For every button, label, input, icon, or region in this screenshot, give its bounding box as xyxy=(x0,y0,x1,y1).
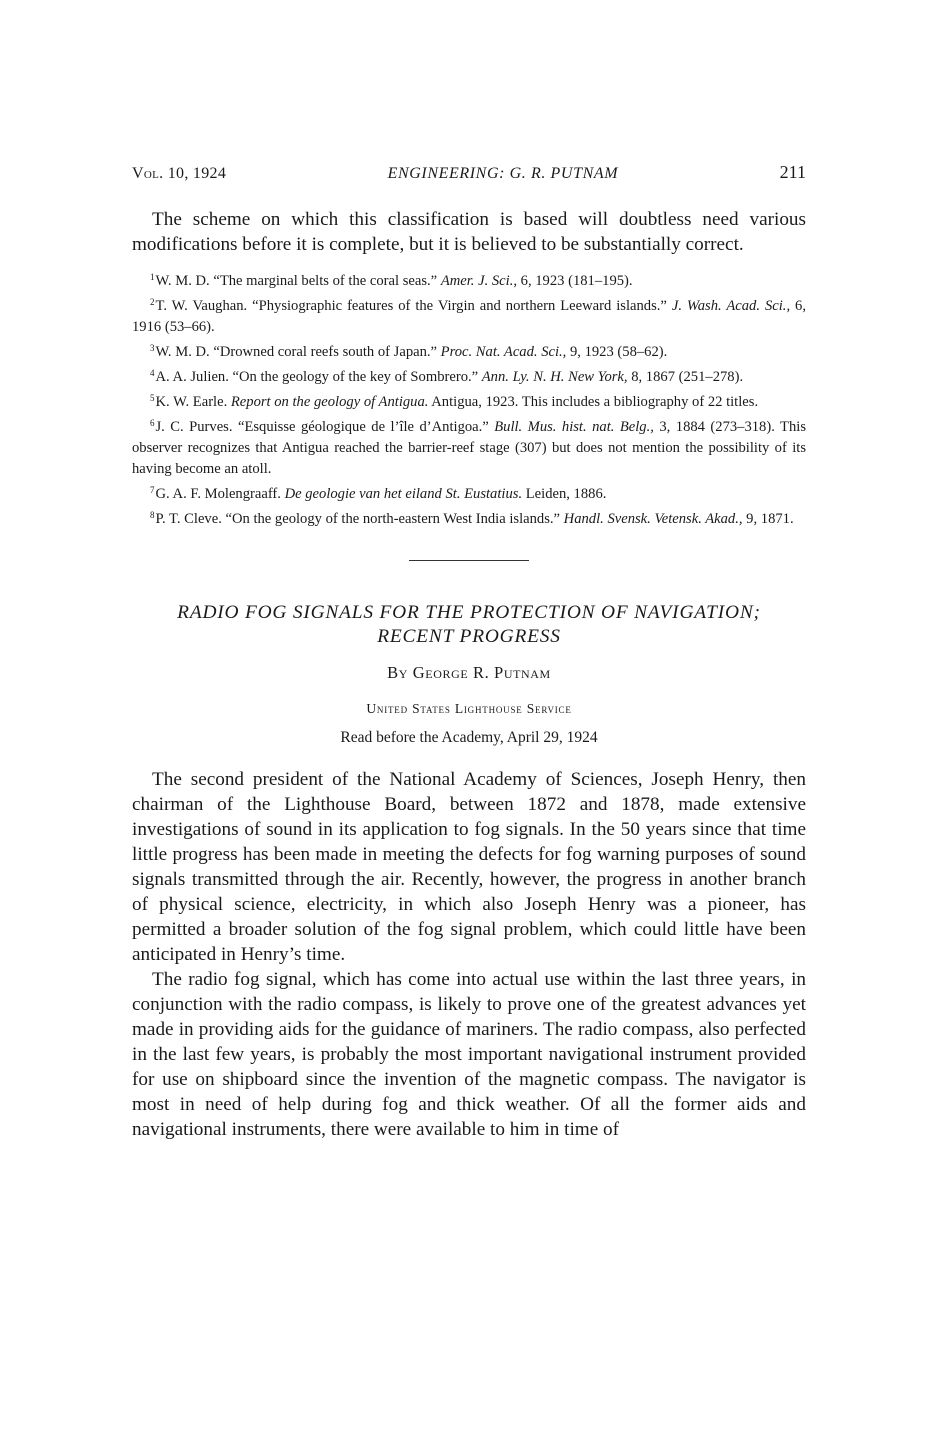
citation-source: Amer. J. Sci., xyxy=(440,273,518,289)
footnote-number: 4 xyxy=(150,368,155,378)
footnote xyxy=(132,480,806,505)
running-title: ENGINEERING: G. R. PUTNAM xyxy=(387,165,619,182)
footnote-number: 6 xyxy=(150,418,155,428)
footnote xyxy=(132,338,806,363)
page-number: 211 xyxy=(779,162,806,182)
intro-paragraph: The scheme on which this classification is based will doubtless need various modifications before it is complete, but it is believed to be substantially correct. xyxy=(132,209,806,255)
footnote-text: Antigua, 1923. This includes a bibliography of 22 titles. xyxy=(428,394,759,410)
footnote-text: T. W. Vaughan. “Physiographic features of the Virgin and northern Leeward islands.” xyxy=(155,298,672,314)
volume-label: Vol. 10, 1924 xyxy=(132,165,227,182)
article-body xyxy=(132,767,806,1142)
footnote-text: 6, 1923 (181–195). xyxy=(517,273,633,289)
footnote xyxy=(132,292,806,338)
footnote xyxy=(132,413,806,480)
journal-page xyxy=(132,162,806,1142)
citation-source: J. Wash. Acad. Sci., xyxy=(671,298,791,314)
footnotes-list xyxy=(132,267,806,530)
footnote xyxy=(132,267,806,292)
footnote-text: Leiden, 1886. xyxy=(522,486,607,502)
footnote-text: J. C. Purves. “Esquisse géologique de l’île d’Antigoa.” xyxy=(155,419,495,435)
footnote-number: 1 xyxy=(150,272,155,282)
author-affiliation: United States Lighthouse Service xyxy=(366,701,572,716)
citation-source: Bull. Mus. hist. nat. Belg., xyxy=(494,419,654,435)
footnote-text: 9, 1923 (58–62). xyxy=(566,344,668,360)
footnote-text: 8, 1867 (251–278). xyxy=(627,369,744,385)
footnote-number: 7 xyxy=(150,485,155,495)
footnote xyxy=(132,505,806,530)
footnote-text: 6, 1916 (53–66). xyxy=(132,298,806,335)
footnote-text: 9, 1871. xyxy=(742,511,794,527)
citation-source: De geologie van het eiland St. Eustatius. xyxy=(284,486,523,502)
footnote-text: A. A. Julien. “On the geology of the key of Sombrero.” xyxy=(155,369,482,385)
article-title-line-1: RADIO FOG SIGNALS FOR THE PROTECTION OF NAVIGATION; xyxy=(177,602,761,623)
footnote xyxy=(132,388,806,413)
footnote-text: K. W. Earle. xyxy=(155,394,231,410)
running-head xyxy=(132,162,806,188)
footnote-number: 2 xyxy=(150,297,155,307)
footnote-number: 5 xyxy=(150,393,155,403)
footnote-text: W. M. D. “The marginal belts of the coral seas.” xyxy=(155,273,441,289)
read-before-note: Read before the Academy, April 29, 1924 xyxy=(340,729,598,746)
footnote-text: P. T. Cleve. “On the geology of the north-eastern West India islands.” xyxy=(155,511,564,527)
footnote-text: W. M. D. “Drowned coral reefs south of Japan.” xyxy=(155,344,441,360)
footnote-number: 8 xyxy=(150,510,155,520)
footnote-text: G. A. F. Molengraaff. xyxy=(155,486,285,502)
citation-source: Ann. Ly. N. H. New York, xyxy=(481,369,628,385)
footnote-text: 3, 1884 (273–318). This observer recognizes that Antigua reached the barrier-reef stage (307) but does not mention the possibility of its having become an atoll. xyxy=(132,419,807,477)
citation-source: Handl. Svensk. Vetensk. Akad., xyxy=(563,511,743,527)
article-paragraph-2: The radio fog signal, which has come into actual use within the last three years, in conjunction with the radio compass, is likely to prove one of the greatest advances yet made in providing aids for the guidance of mariners. The radio compass, also perfected in the last few years, is probably the most important navigational instrument provided for use on shipboard since the invention of the magnetic compass. The navigator is most in need of help during fog and thick weather. Of all the former aids and navigational instruments, there were available to him in time of xyxy=(132,969,806,1140)
article-paragraph-1: The second president of the National Academy of Sciences, Joseph Henry, then chairman of the Lighthouse Board, between 1872 and 1878, made extensive investigations of sound in its application to fog signals. In the 50 years since that time little progress has been made in meeting the defects for fog warning purposes of sound signals transmitted through the air. Recently, however, the progress in another branch of physical science, electricity, in which also Joseph Henry was a pioneer, has permitted a broader solution of the fog signal problem, which could little have been anticipated in Henry’s time. xyxy=(132,769,806,965)
author-byline: By George R. Putnam xyxy=(387,663,551,682)
section-divider xyxy=(409,560,529,561)
citation-source: Proc. Nat. Acad. Sci., xyxy=(440,344,567,360)
footnote-number: 3 xyxy=(150,343,155,353)
article-title-line-2: RECENT PROGRESS xyxy=(377,626,561,647)
citation-source: Report on the geology of Antigua. xyxy=(230,394,429,410)
article-title xyxy=(132,601,806,649)
footnote xyxy=(132,363,806,388)
